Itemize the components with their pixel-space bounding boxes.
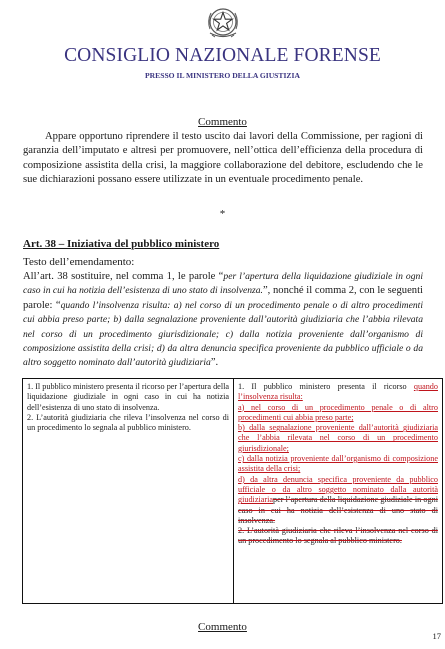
deletion-1: per l’apertura della liquidazione giudiziale in ogni caso in cui ha notizia dell’esistenza di uno stato di insolvenza. xyxy=(238,495,438,525)
current-text-paragraph-2: 2. L’autorità giudiziaria che rileva l’insolvenza nel corso di un procedimento lo segnala al pubblico ministero. xyxy=(27,412,229,433)
commento-heading-top: Commento xyxy=(198,116,247,128)
commento-paragraph: Appare opportuno riprendere il testo uscito dai lavori della Commissione, per ragioni di garanzia dell’imputato e altresì per promuovere, nell’ottica dell’efficienza della procedura di composizione assistita della crisi, la maggiore collaborazione del debitore, escludendo che le sue dichiarazioni possano essere utilizzate in un eventuale procedimento penale. xyxy=(23,131,423,186)
page-number: 17 xyxy=(432,631,441,641)
current-text-paragraph-1: 1. Il pubblico ministero presenta il ricorso per l’apertura della liquidazione giudiziale in ogni caso in cui ha notizia dell’esistenza di uno stato di insolvenza. xyxy=(27,382,229,412)
article-title: Art. 38 – Iniziativa del pubblico ministero xyxy=(23,238,220,250)
insertion-b: b) dalla segnalazione proveniente dall’autorità giudiziaria che l’abbia rilevata nel corso di un procedimento giurisdizionale; xyxy=(238,423,438,453)
amended-text-cell xyxy=(234,379,442,603)
insertion-a: a) nel corso di un procedimento penale o di altro procedimenti cui abbia preso parte; xyxy=(238,402,438,422)
commento-heading-bottom: Commento xyxy=(198,621,247,633)
deletion-2: 2. L’autorità giudiziaria che rileva l’insolvenza nel corso di un procedimento lo segnala al pubblico ministero. xyxy=(238,526,438,546)
insertion-d-and-deletion xyxy=(238,475,438,526)
republic-emblem-icon xyxy=(203,3,243,43)
insertion-intro: quando l’insolvenza risulta: xyxy=(238,382,438,402)
insertion-c: c) dalla notizia proveniente dall’organismo di composizione assistita della crisi; xyxy=(238,454,438,474)
current-text-cell xyxy=(23,379,234,603)
section-separator: * xyxy=(219,208,226,220)
insertion-d: d) da altra denuncia specifica proveniente da pubblico ufficiale o da altro soggetto nominato dalla autorità giudiziaria xyxy=(238,474,438,505)
comparison-table xyxy=(22,378,443,604)
organization-subtitle: PRESSO IL MINISTERO DELLA GIUSTIZIA xyxy=(145,71,300,80)
amendment-label: Testo dell’emendamento: xyxy=(23,256,135,268)
amendment-text: All’art. 38 sostituire, nel comma 1, le parole “per l’apertura della liquidazione giudiziale in ogni caso in cui ha notizia dell’esistenza di uno stato di insolvenza.”, nonché il comma 2, con le seguenti parole: “quando l’insolvenza risulta: a) nel corso di un procedimento penale o di altro procedimenti cui abbia preso parte; b) dalla segnalazione proveniente dall’autorità giudiziaria che l’abbia rilevata nel corso di un procedimento giurisdizionale; c) dalla notizia proveniente dall’organismo di composizione assistita della crisi; d) da altra denuncia specifica proveniente da pubblico ufficiale o da altro soggetto nominato dall’autorità giudiziaria”. xyxy=(23,271,423,369)
organization-title: CONSIGLIO NAZIONALE FORENSE xyxy=(64,45,381,66)
amended-text-paragraph: 1. Il pubblico ministero presenta il ricorso quando l’insolvenza risulta: xyxy=(238,382,438,402)
